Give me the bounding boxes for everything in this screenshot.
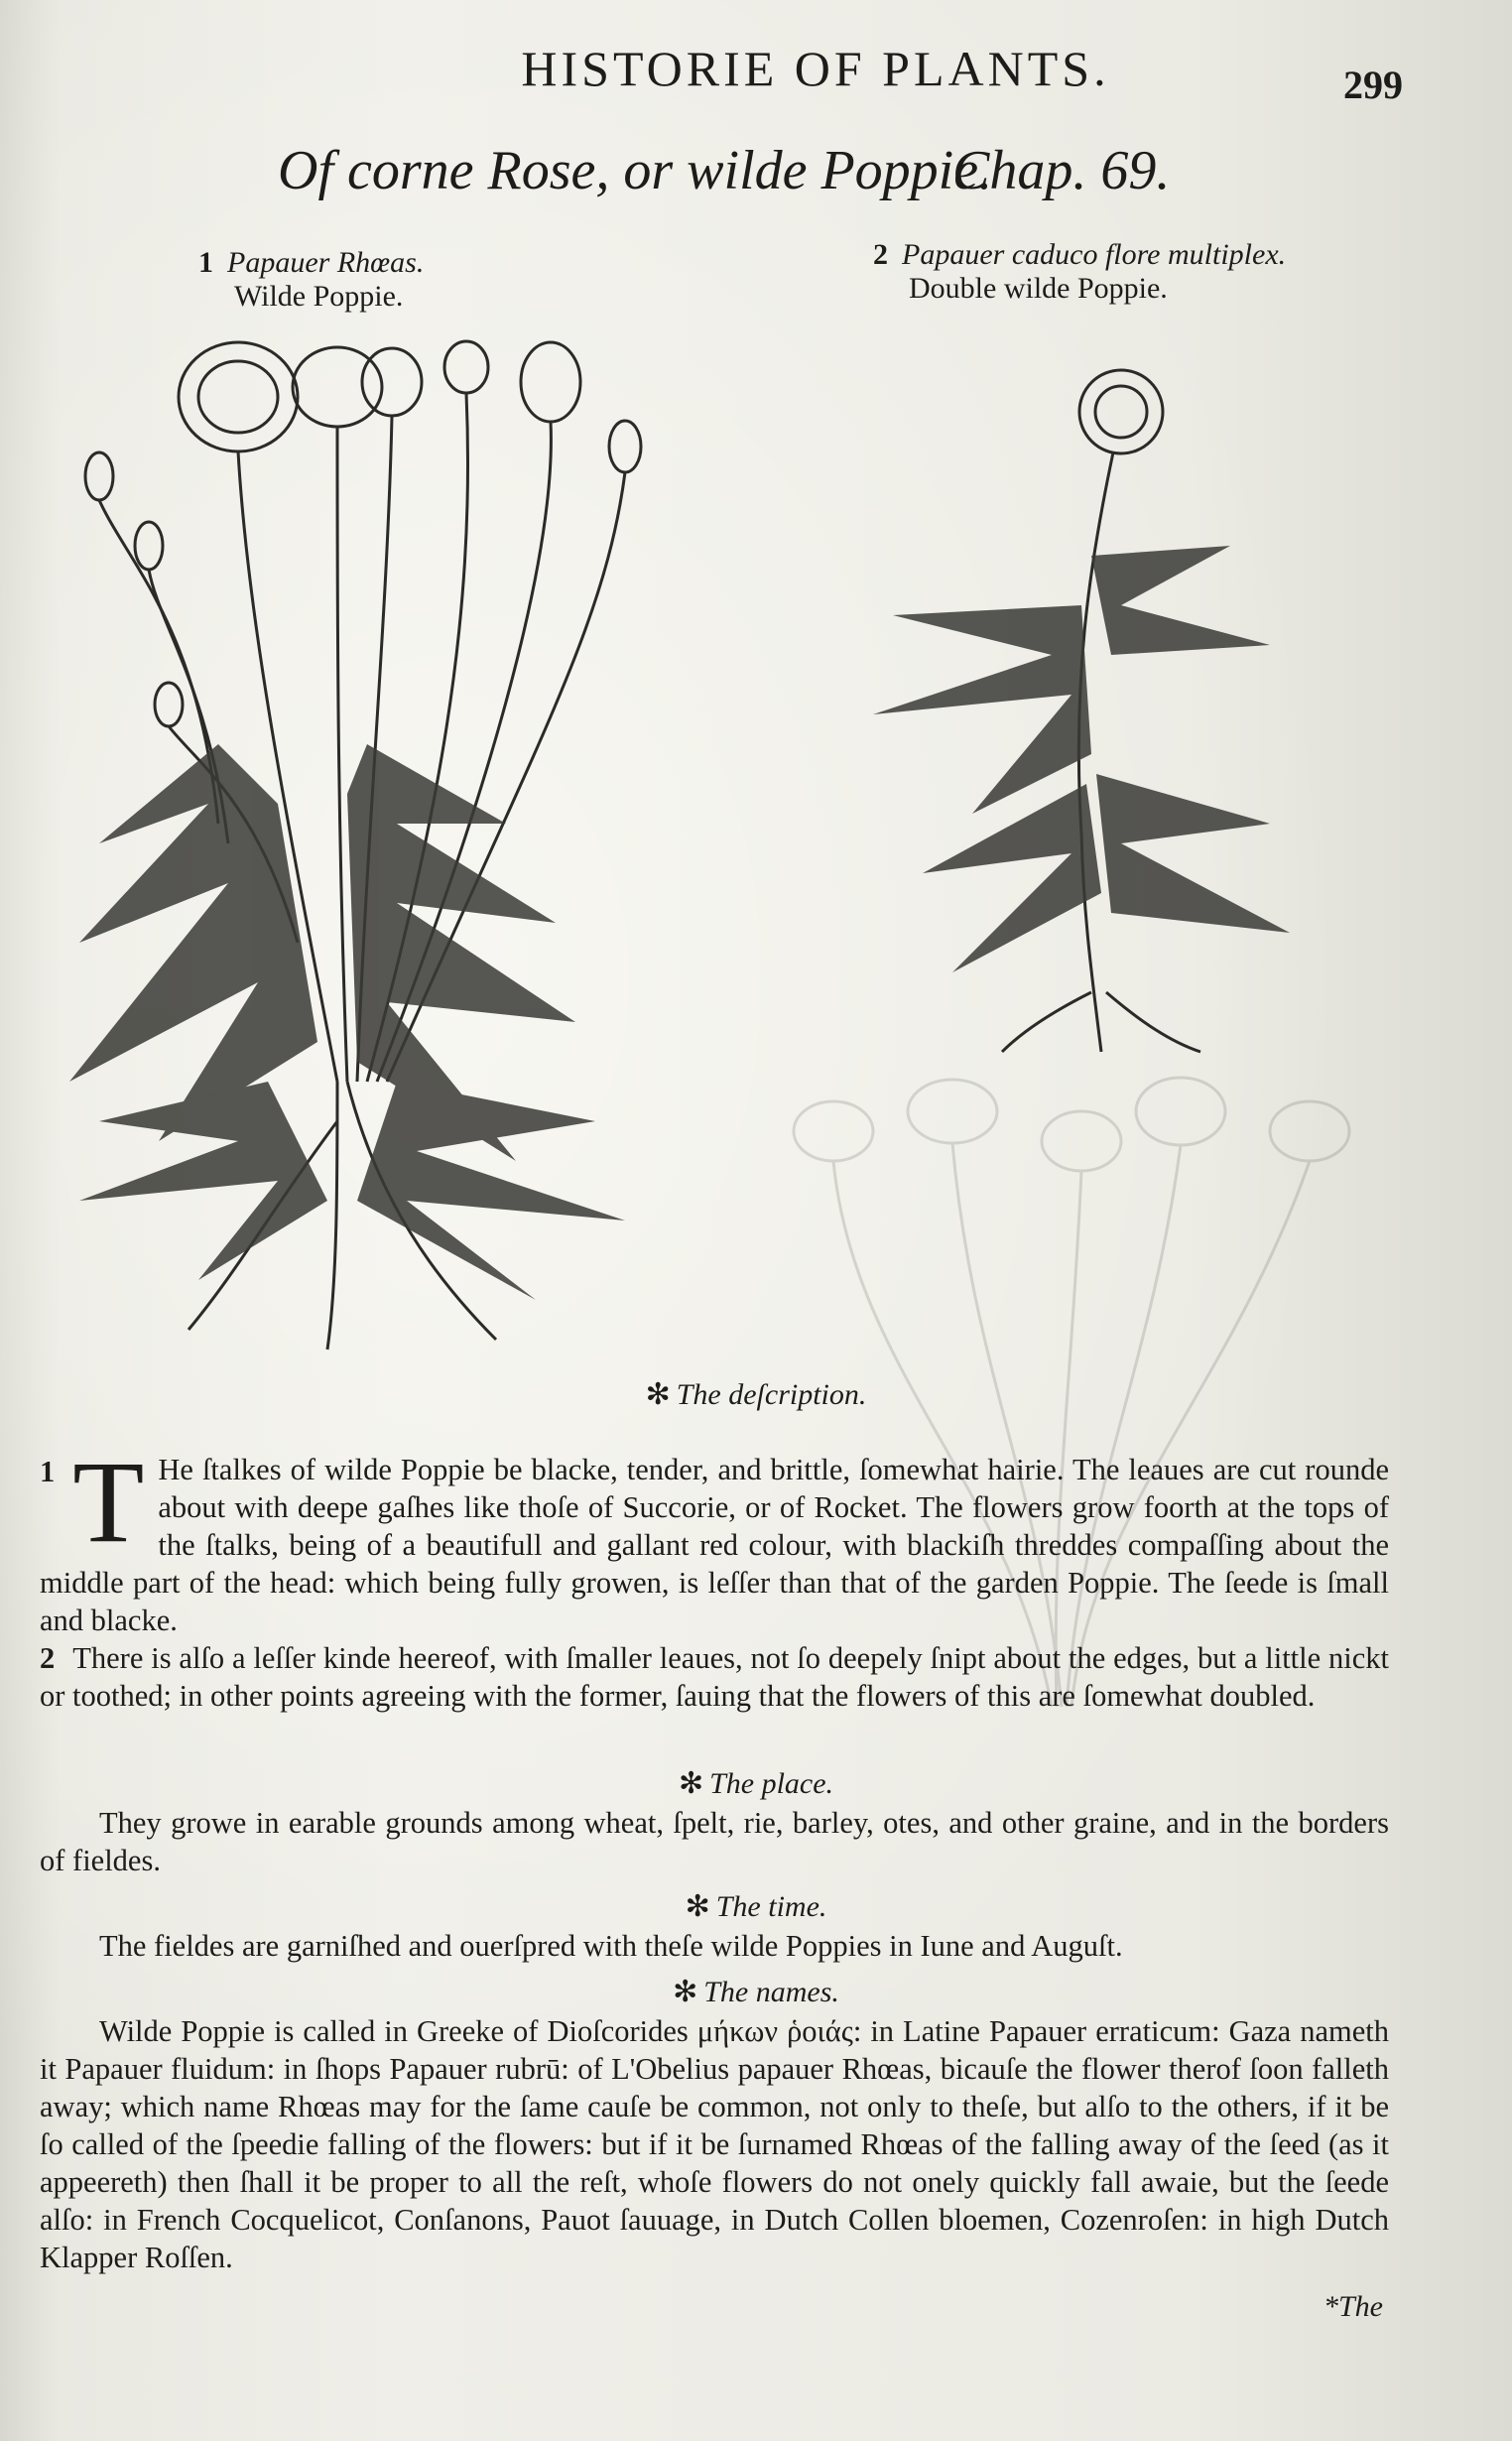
figure-2-latin-name: Papauer caduco flore multiplex.	[902, 238, 1287, 271]
double-wild-poppy-illustration	[853, 357, 1310, 1072]
figure-2-caption	[873, 238, 1286, 306]
asterism-icon: ✻	[673, 1976, 698, 2008]
figure-1-latin-name: Papauer Rhœas.	[227, 246, 425, 279]
names-text: Wilde Poppie is called in Greeke of Dioſcorides μήκων ῥοιάς: in Latine Papauer erraticum: Gaza nameth it Papauer fluidum: in ſhops Papauer rubrū: of L'Obelius papauer Rhœas, bicauſe the flower therof ſoon falleth away; which name Rhœas may for the ſame cauſe be common, not only to theſe, but alſo to the others, if it be ſo called of the ſpeedie falling of the flowers: but if it be ſurnamed Rhœas of the falling away of the ſeed (as it appeereth) then ſhall it be proper to all the reſt, whoſe flowers do not onely quickly fall awaie, but the ſeede alſo: in French Cocquelicot, Conſanons, Pauot ſauuage, in Dutch Collen bloemen, Cozenroſen: in high Dutch Klapper Roſſen.	[40, 2014, 1389, 2274]
asterism-icon: ✻	[645, 1378, 671, 1411]
paragraph-number: 1	[40, 1455, 56, 1488]
double-wild-poppy-woodcut	[853, 357, 1310, 1072]
catchword: *The	[1323, 2290, 1383, 2323]
wild-poppy-illustration	[40, 327, 665, 1359]
description-text	[40, 1437, 1389, 1715]
drop-cap: T	[72, 1437, 145, 1567]
section-heading-time: ✻ The time.	[685, 1890, 827, 1923]
description-paragraph-2: 2 There is alſo a leſſer kinde heereof, with ſmaller leaues, not ſo deepely ſnipt about the edges, but a little nickt or toothed; in other points agreeing with the former, ſauing that the flowers of this are ſomewhat doubled.	[40, 1641, 1389, 1713]
asterism-icon: ✻	[685, 1890, 710, 1923]
chapter-title: Of corne Rose, or wilde Poppie.	[278, 140, 993, 201]
place-text: They growe in earable grounds among wheat, ſpelt, rie, barley, otes, and other graine, and in the borders of fieldes.	[40, 1806, 1389, 1877]
description-paragraph-1: 1 T He ſtalkes of wilde Poppie be blacke, tender, and brittle, ſomewhat hairie. The leaues are cut rounde about with deepe gaſhes like thoſe of Succorie, or of Rocket. The flowers grow foorth at the tops of the ſtalks, being of a beautifull and gallant red colour, with blackiſh threddes compaſſing about the middle part of the head: which being fully growen, is leſſer than that of the garden Poppie. The ſeede is ſmall and blacke.	[40, 1437, 1389, 1637]
paragraph-number: 2	[40, 1641, 56, 1675]
folio-number: 299	[1343, 63, 1403, 107]
figure-1-number: 1	[198, 246, 213, 279]
time-text: The fieldes are garniſhed and ouerſpred with theſe wilde Poppies in Iune and Auguſt.	[99, 1929, 1123, 1963]
asterism-icon: ✻	[678, 1767, 704, 1800]
section-heading-place: ✻ The place.	[678, 1767, 834, 1800]
figure-1-english-name: Wilde Poppie.	[234, 280, 404, 313]
chapter-number: Chap. 69.	[952, 140, 1171, 201]
figure-2-number: 2	[873, 238, 888, 271]
wild-poppy-woodcut	[40, 327, 665, 1359]
section-heading-names: ✻ The names.	[673, 1976, 839, 2008]
running-head: HISTORIE OF PLANTS.	[521, 41, 1110, 96]
section-heading-description: ✻ The deſcription.	[645, 1378, 867, 1411]
figure-1-caption	[198, 246, 424, 314]
figure-2-english-name: Double wilde Poppie.	[909, 272, 1168, 305]
